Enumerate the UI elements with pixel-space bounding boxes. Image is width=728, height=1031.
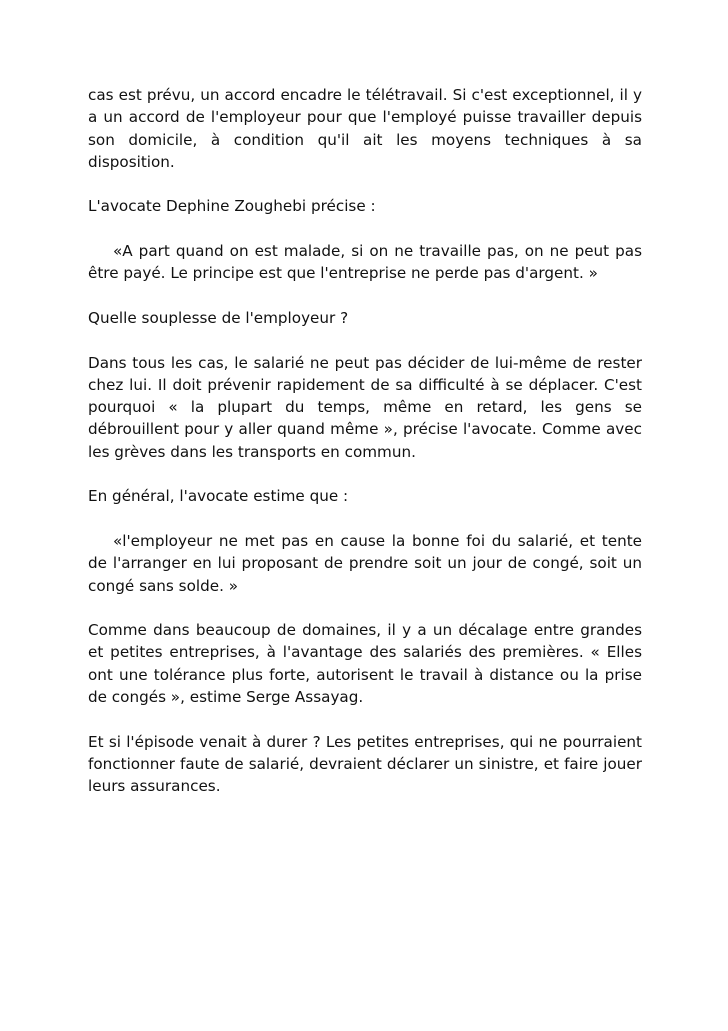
paragraph-telework: cas est prévu, un accord encadre le télétravail. Si c'est exceptionnel, il y a un accord de l'employeur pour que l'employé puisse travailler depuis son domicile, à condition qu'il ait les moyens techniques à sa disposition. — [88, 86, 642, 171]
paragraph-lawyer-intro: L'avocate Dephine Zoughebi précise : — [88, 197, 376, 216]
document-page — [88, 84, 642, 820]
paragraph-employee-duty: Dans tous les cas, le salarié ne peut pas décider de lui-même de rester chez lui. Il doit prévenir rapidement de sa difficulté à se déplacer. C'est pourquoi « la plupart du temps, même en retard, les gens se débrouillent pour y aller quand même », précise l'avocate. Comme avec les grèves dans les transports en commun. — [88, 353, 642, 461]
section-heading-flexibility: Quelle souplesse de l'employeur ? — [88, 308, 349, 327]
paragraph-lawyer-opinion: En général, l'avocate estime que : — [88, 487, 349, 506]
quote-pay-principle: «A part quand on est malade, si on ne travaille pas, on ne peut pas être payé. Le principe est que l'entreprise ne perde pas d'argent. » — [88, 242, 642, 283]
quote-good-faith: «l'employeur ne met pas en cause la bonne foi du salarié, et tente de l'arranger en lui proposant de prendre soit un jour de congé, soit un congé sans solde. » — [88, 531, 642, 595]
paragraph-company-size: Comme dans beaucoup de domaines, il y a un décalage entre grandes et petites entreprises, à l'avantage des salariés des premières. « Elles ont une tolérance plus forte, autorisent le travail à distance ou la prise de congés », estime Serge Assayag. — [88, 621, 642, 707]
paragraph-insurance: Et si l'épisode venait à durer ? Les petites entreprises, qui ne pourraient fonctionner faute de salarié, devraient déclarer un sinistre, et faire jouer leurs assurances. — [88, 732, 642, 796]
